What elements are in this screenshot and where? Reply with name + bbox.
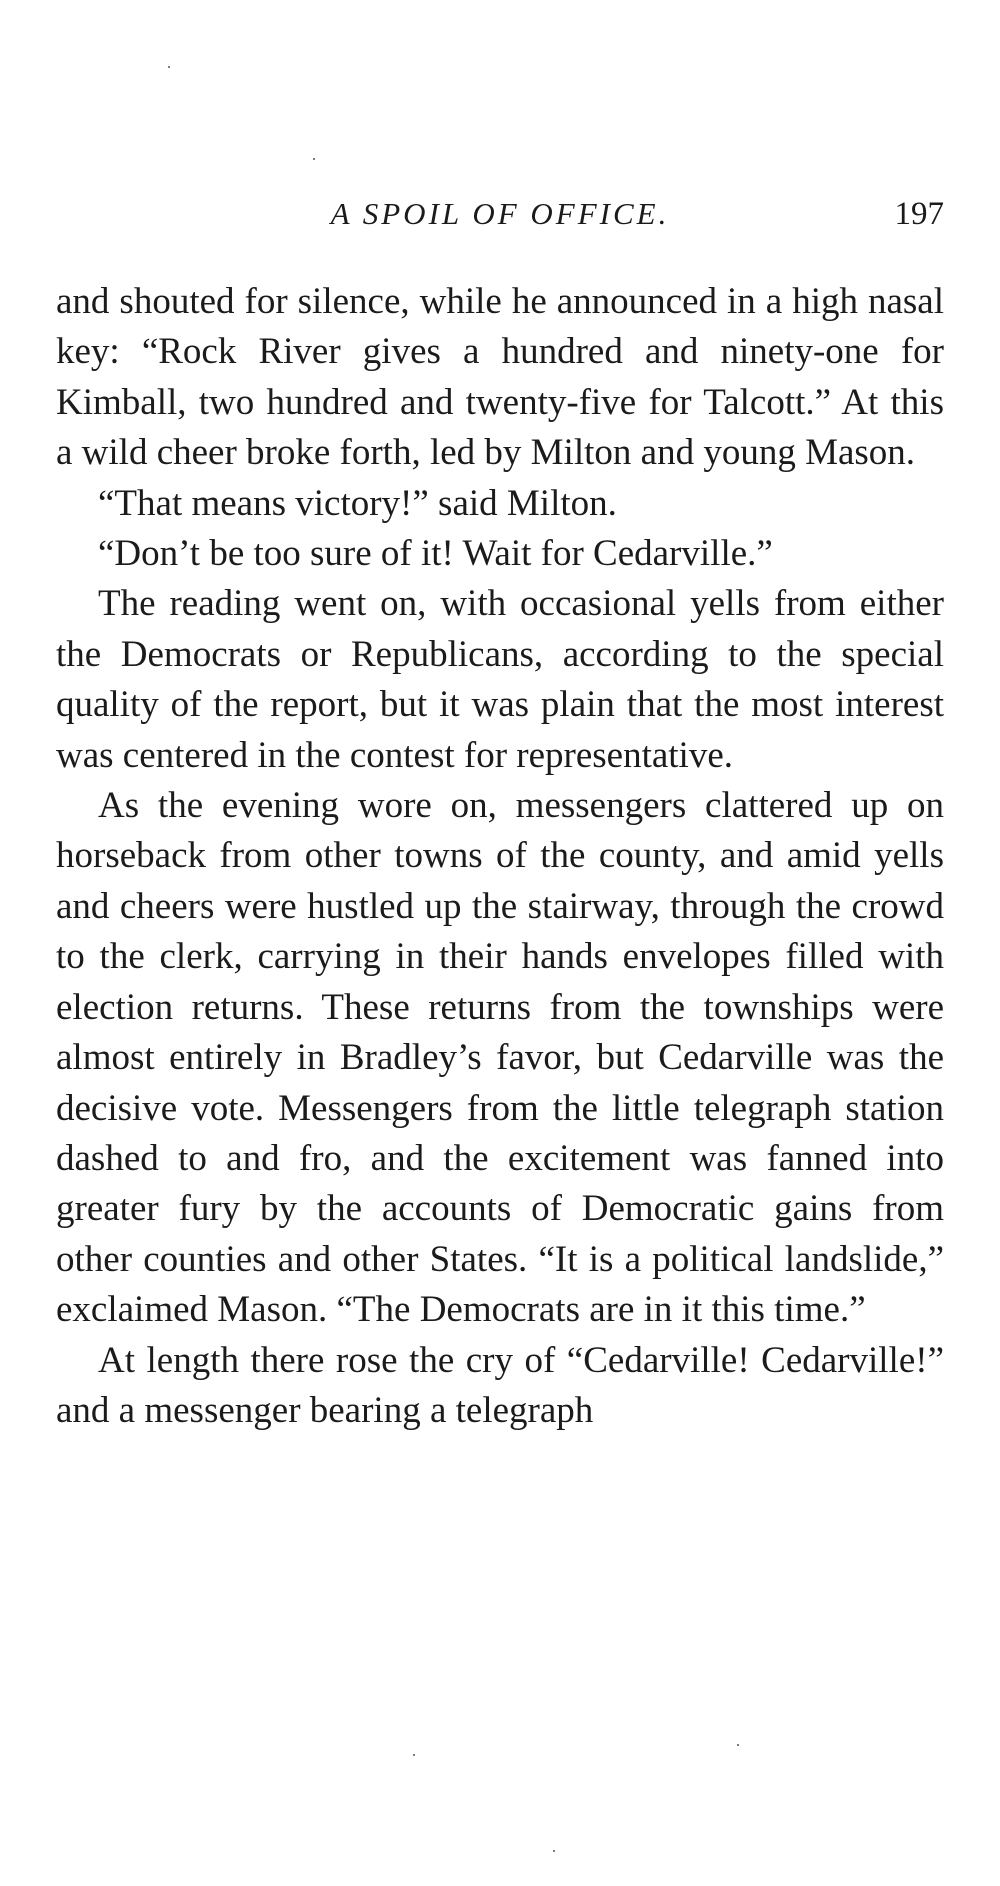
paragraph-dialogue-reply: “Don’t be too sure of it! Wait for Cedarville.” — [98, 533, 773, 575]
scan-speck — [553, 1850, 555, 1852]
scan-speck — [168, 66, 170, 68]
running-head — [56, 192, 944, 236]
paragraph-dialogue-milton: “That means victory!” said Milton. — [98, 482, 617, 524]
scan-speck — [413, 1754, 415, 1756]
paragraph-evening: As the evening wore on, messengers clattered up on horseback from other towns of the county, and amid yells and cheers were hustled up the stairway, through the crowd to the clerk, carrying in their hands envelopes filled with election returns. These returns from the townships were almost entirely in Bradley’s favor, but Cedarville was the decisive vote. Messengers from the little telegraph station dashed to and fro, and the excitement was fanned into greater fury by the accounts of Democratic gains from other counties and other States. “It is a political landslide,” exclaimed Mason. “The Democrats are in it this time.” — [56, 785, 944, 1331]
paragraph-cedarville: At length there rose the cry of “Cedarville! Cedarville!” and a messenger bearing a telegraph — [56, 1339, 944, 1431]
page-number: 197 — [894, 196, 944, 232]
paragraph-continuation: and shouted for silence, while he announced in a high nasal key: “Rock River gives a hundred and ninety-one for Kimball, two hundred and twenty-five for Talcott.” At this a wild cheer broke forth, led by Milton and young Mason. — [56, 281, 944, 474]
scan-speck — [313, 158, 315, 160]
body-text — [56, 277, 944, 1436]
running-title: A SPOIL OF OFFICE. — [330, 196, 670, 231]
paragraph-reading: The reading went on, with occasional yells from either the Democrats or Republicans, according to the special quality of the report, but it was plain that the most interest was centered in the contest for representative. — [56, 583, 944, 776]
scan-speck — [737, 1744, 739, 1746]
